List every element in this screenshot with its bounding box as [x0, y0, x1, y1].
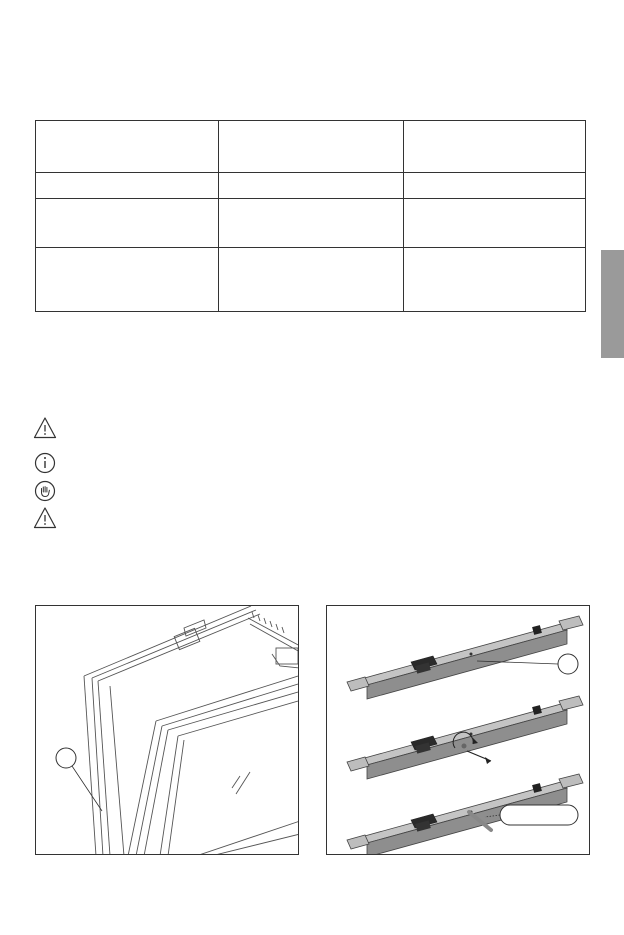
table-cell: [219, 198, 404, 248]
table-cell: [404, 248, 586, 312]
table-cell: [36, 248, 219, 312]
hinge-assembly-illustration: [326, 605, 590, 855]
spec-table: [35, 120, 586, 312]
table-cell: [219, 248, 404, 312]
warning-triangle-icon: [33, 416, 57, 440]
info-icon: [33, 451, 57, 475]
table-cell: [219, 172, 404, 198]
table-row: [36, 121, 586, 173]
table-row: [36, 172, 586, 198]
hand-stop-icon: [33, 479, 57, 503]
table-cell: [36, 172, 219, 198]
table-cell: [219, 121, 404, 173]
table-cell: [404, 121, 586, 173]
door-frame-illustration: [35, 605, 299, 855]
table-cell: [404, 198, 586, 248]
section-tab: [601, 250, 624, 358]
table-cell: [36, 121, 219, 173]
table-cell: [404, 172, 586, 198]
table-row: [36, 198, 586, 248]
table-cell: [36, 198, 219, 248]
warning-triangle-icon: [33, 506, 57, 530]
table-row: [36, 248, 586, 312]
